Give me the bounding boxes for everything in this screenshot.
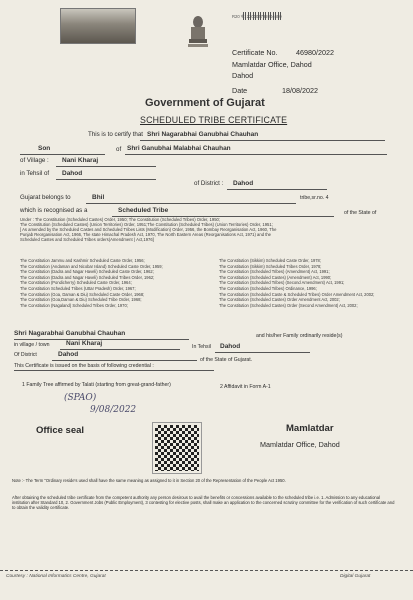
list-item: The Constitution (Dadra and Nagar Haveli) Scheduled Tribes Order, 1962;	[20, 274, 155, 280]
signatory-office: Mamlatdar Office, Dahod	[260, 440, 340, 449]
in-village-value: Nani Kharaj	[66, 340, 103, 347]
list-item: The Constitution (Scheduled Castes) (Amendment) Act, 1990;	[219, 274, 332, 280]
list-item: The Constitution (Scheduled Castes) Order (Second Amendment) Act, 2002;	[219, 302, 358, 308]
signatory-title: Mamlatdar	[286, 423, 334, 434]
list-item: The Constitution (Goa,Daman & Diu) Scheduled Tribe Order, 1968;	[20, 297, 142, 303]
village-value: Nani Kharaj	[62, 157, 99, 164]
tehsil-value: Dahod	[62, 170, 83, 177]
list-item: The Constitution (Scheduled Caste & Scheduled Tribes) Order Amendment Act, 2002;	[219, 291, 375, 297]
list-item: The Constitution Jammu and Kashmir Scheduled Caste Order, 1956;	[20, 258, 145, 263]
qr-code-icon	[153, 423, 201, 473]
father-name: Shri Ganubhai Malabhai Chauhan	[127, 145, 231, 152]
relation: Son	[38, 145, 51, 152]
certificate-subtitle: SCHEDULED TRIBE CERTIFICATE	[140, 115, 288, 125]
in-tehsil-label: In Tehsil	[192, 344, 211, 350]
of-district-value: Dahod	[58, 351, 79, 358]
digital-gujarat-text: Digital Gujarat	[340, 574, 371, 579]
handwritten-date: 9/08/2022	[90, 405, 137, 415]
resident-name: Shri Nagarabhai Ganubhai Chauhan	[14, 330, 126, 337]
of-district-label: Of District	[14, 352, 37, 358]
resident-suffix: and his/her Family ordinarily reside(s)	[256, 333, 343, 339]
handwritten-code: (SPAO)	[64, 393, 97, 403]
district-label: of District :	[194, 180, 224, 187]
note-text: Note :- The Term "Ordinary reside's used shall have the same meaning as assigned to it in Section 20 of the Representation of the People Act 1950.	[12, 478, 286, 483]
recognised-value: Scheduled Tribe	[118, 207, 169, 214]
list-item: The Constitution (Nagaland) Scheduled Tribes Order, 1970;	[20, 302, 128, 308]
list-item: The Constitution (Dadra and Nagar Haveli) Scheduled Caste Order, 1962;	[20, 269, 154, 275]
applicant-photo	[60, 8, 136, 44]
page-title: Government of Gujarat	[145, 97, 265, 109]
state-suffix: of the State of	[344, 210, 377, 216]
orders-left-list	[20, 258, 208, 308]
in-village-label: in village / town	[14, 342, 50, 348]
date-value: 18/08/2022	[282, 86, 318, 95]
issued-text: This Certificate is issued on the basis of following credential :	[14, 363, 154, 369]
list-item: The Constitution (Andaman and Nicobar Island) Scheduled Caste Order, 1959;	[20, 263, 163, 269]
district-value: Dahod	[233, 180, 254, 187]
list-item: The Constitution Scheduled Tribes (Uttar Pradesh) Order, 1967;	[20, 285, 136, 291]
barcode-text: R20 नं.: 220007792004600	[232, 14, 282, 19]
certificate-number: 46980/2022	[296, 48, 334, 57]
in-tehsil-value: Dahod	[220, 343, 241, 350]
tehsil-label: in Tehsil of	[20, 170, 50, 177]
of-label: of	[116, 146, 122, 153]
after-text: After obtaining the scheduled tribe certificate from the competent authority any person desirous to avail the benefits or concessions available to the scheduled tribe i.e. 1. Admission to any educational institution after Standard 10, 2. Government Jobs (Public Employment), 3 contesting for elective posts, shall make an application to the concerned scrutiny committee for the verification of such certificate and to obtain the validity certificate.	[12, 495, 395, 510]
office-seal-label: Office seal	[36, 425, 85, 436]
credential-2: 2 Affidavit in Form A-1	[220, 384, 271, 390]
list-item: The Constitution (Scheduled Tribes) (Amendment) Act, 1991;	[219, 269, 330, 275]
village-label: of Village :	[20, 157, 49, 164]
list-item: The Constitution (Pondicherry) Scheduled Caste Order, 1964;	[20, 280, 132, 286]
office-place: Dahod	[232, 71, 254, 80]
orders-right-list	[219, 258, 397, 308]
tribe-value: Bhil	[92, 194, 105, 201]
certificate-number-label: Certificate No.	[232, 48, 278, 57]
tribe-serial: tribe,sr.no. 4	[300, 195, 329, 201]
list-item: The Constitution (Sikkim) Scheduled Tribes Order, 1978;	[219, 263, 322, 269]
certify-prefix: This is to certify that	[88, 131, 144, 138]
state-emblem-icon	[184, 14, 212, 50]
recognised-label: which is recognised as a	[20, 207, 88, 214]
courtesy-text: Courtesy : National Informatics Centre, Gujarat	[6, 574, 106, 579]
person-name: Shri Nagarabhai Ganubhai Chauhan	[147, 131, 259, 138]
list-item: The Constitution (Sikkim) Scheduled Caste Order, 1978;	[219, 258, 321, 263]
list-item: The Constitution (Scheduled Tribes) (Second Amendment) Act, 1991;	[219, 280, 345, 286]
belongs-label: Gujarat belongs to	[20, 194, 71, 201]
list-item: The Constitution (Scheduled Castes) Order Amendment Act, 2002;	[219, 297, 340, 303]
of-state-label: of the State of Gujarat.	[200, 357, 253, 363]
under-clause: Under : The Constitution (Scheduled Castes) Order, 1950; The Constitution (Scheduled Tribes) Order, 1950; The Constitution (Scheduled Castes) (Union Territories) Order, 1951;The Constitution (Scheduled Tribes) (Union Territories) Order, 1951; [ As amended by the Scheduled Castes and Scheduled Tribes Lists (Modification) Order, 1956, the Bombay Reorganisation Act, 1960, The Punjab Reorganisation Act, 1966, The state Himachal Pradesh Act, 1970, The North Eastern Areas (Reorganisations Act, 1971) and the Scheduled Castes and Scheduled Tribes orders(Amendment ) Act,1976]	[20, 217, 277, 242]
date-label: Date	[232, 86, 248, 95]
list-item: The Constitution (Scheduled Tribes) Ordinance, 1996;	[219, 285, 317, 291]
office-name: Mamlatdar Office, Dahod	[232, 60, 312, 69]
credential-1: 1 Family Tree affirmed by Talati (starting from great-grand-father)	[22, 382, 171, 388]
list-item: The Constitution (Goa, Daman & Diu) Scheduled Caste Order, 1968;	[20, 291, 145, 297]
